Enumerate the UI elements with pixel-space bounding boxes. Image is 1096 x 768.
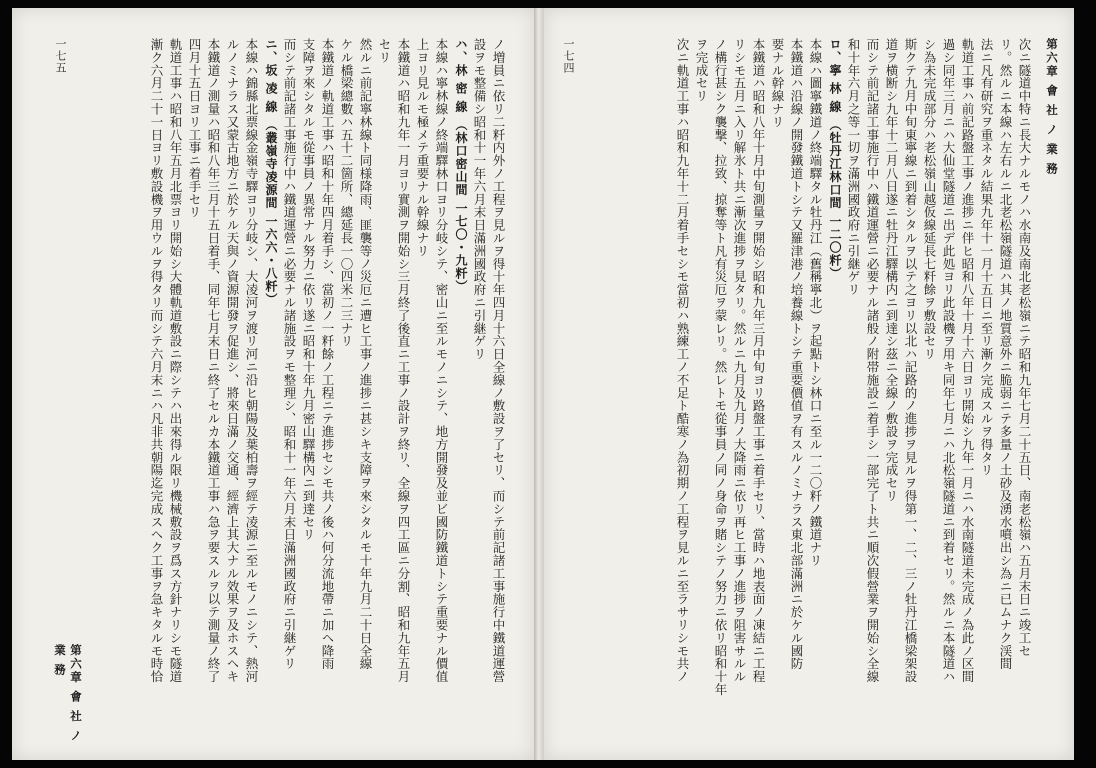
book-gutter [534,8,544,760]
running-head: 第六章 會 社 ノ 業 務 [1045,38,1059,177]
text-column: 次ニ軌道工事ハ昭和九年十二月着手セシモ當初ハ熟練工ノ不足ト酷寒ノ為初期ノ工程ヲ見ルニ至ラサリシモ共ノ [675,38,690,683]
text-column: ヲ完成セリ [694,38,709,103]
right-page [544,8,1074,760]
text-column: 本鐵道ハ昭和八年十月中旬測量ヲ開始シ昭和九年三月中旬ヨリ路盤工事ニ着手セリ、當時ハ地表面ノ凍結ニ工程 [751,38,766,683]
text-column: 道ヲ横断シ九年十二月八日遂ニ牡丹江驛構内ニ到達シ茲ニ全線ノ敷設ヲ完成セリ [884,38,899,503]
text-column: 而シテ前記諸工事施行中ハ鐵道運營ニ必要ナル諸施設ヲモ整理シ、昭和十一年六月末日滿洲國政府ニ引継ゲリ [282,38,297,671]
page-number: 一七四 [562,38,575,74]
text-columns [566,38,1034,730]
text-column: ニ、坂 凌 線 （叢嶺寺凌源間 一六六・八粁） [264,38,278,306]
text-column: 本鐵道ノ軌道工事ハ昭和十年四月着手シ、當初ノ一粁餘ノ工程ニテ進捗セシモ共ノ後ハ何分流地帶ニ加ヘ降雨 [320,38,335,671]
text-column: セリ [377,38,392,64]
text-column: 本鐵道ハ昭和九年一月ヨリ實測ヲ開始シ三月終了後直ニ工事ノ設計ヲ終リ、全線ヲ四工區ニ分割、昭和九年五月 [396,38,411,683]
text-column: 上ヨリ見ルモ極メテ重要ナル幹線ナリ [415,38,430,258]
text-column: 支障ヲ來シタルモ從事員ノ異常ナル努力ニ依リ遂ニ昭和十年九月密山驛構內ニ到達セリ [301,38,316,542]
text-column: 本線ハ寧林線ノ終端驛林口ヨリ分岐シテ、密山ニ至ルモノニシテ、地方開發及並ビ國防鐵道トシテ重要ナル價值 [434,38,449,683]
text-column: ルノミナラス又蒙古地方ニ於ケル天與ノ資源開發ヲ促進シ、將來日滿ノ交通、經濟上其大ナル效果ヲ及ホスヘキ [225,38,240,683]
text-column: 然ルニ前記寧林線ト同様降雨、匪襲等ノ災厄ニ遭ヒ工事ノ進捗ニ甚シキ支障ヲ來シタルモ十年九月二十日全線 [358,38,373,671]
text-column: ロ、寧 林 線 （牡丹江林口間 一二〇粁） [828,38,842,280]
running-head: 第六章 會 社 ノ 業 務 [53,644,83,744]
text-column: 本鐵道ノ測量ハ昭和八年三月十五日着手、同年七月末日ニ終了セルカ本鐵道工事ハ急ヲ要スルヲ以テ測量ノ終了 [206,38,221,683]
text-column: 設ヲモ整備シ昭和十一年六月末日滿洲國政府ニ引継ゲリ [472,38,487,361]
text-column: 和十年六月之等一切ヲ滿洲國政府ニ引継ゲリ [846,38,861,296]
text-column: 軌道工事ハ昭和八年五月北票ヨリ開始シ大體軌道敷設ニ際シテハ出來得ル限リ機械敷設ヲ爲ス方針ナリシモ隧道 [168,38,183,683]
left-page [12,8,534,760]
text-column: ノ増員ニ依リ二粁内外ノ工程ヲ見ルヲ得十年四月十六日全線ノ敷設ヲ了セリ、而シテ前記諸工事施行中鐵道運營 [491,38,506,683]
page-number: 一七五 [54,38,67,74]
text-columns [78,38,508,730]
text-column: 四月十五日ヨリ工事ニ着手セリ [187,38,202,219]
text-column: 軌道工事ハ前記路盤工事ノ進捗ニ伴ヒ昭和八年十月十六日ヨリ開始シ九年一月ニハ水南隧道未完成ノ為此ノ区間 [960,38,975,683]
text-column: リ。然ルニ本線ハ左右ルニ北老松嶺隧道ハ其ノ地質意外ニ脆弱ニテ多量ノ土砂及湧水噴出シ為ニ已ムナク渓間 [998,38,1013,671]
text-column: 斯クテ九月中旬東寧線ニ到着シタルヲ以テ之ヨリ以北ハ記路的ノ進捗ヲ見ルヲ得第一、二、三ノ牡丹江橋梁架設 [903,38,918,683]
text-column: 過シ同年三月ニハ大仙堂隧道ニ出デ此処ヨリ此設機ヲ用キ同年七月ニハ北松嶺隧道ニ到着セリ。然ルニ本隧道ハ [941,38,956,683]
text-column: 而シテ前記諸工事施行中ハ鐵道運營ニ必要ナル諸般ノ附帯施設ニ着手シ一部完了ト共ニ順次假營業ヲ開始シ全線 [865,38,880,683]
text-column: ケル橋梁總數ハ五十二箇所、總延長一〇四米二三ナリ [339,38,354,348]
text-column: 漸ク六月二十一日ヨリ敷設機ヲ用ウルヲ得タリ而シテ六月末ニハ凡非共朝陽迄完成スヘク工事ヲ急キタルモ時恰 [149,38,164,683]
text-column: 要ナル幹線ナリ [770,38,785,129]
text-column: 本線ハ圖寧鐵道ノ終端驛タル牡丹江（舊稱寧北）ヲ起點トシ林口ニ至ル一二〇粁ノ鐵道ナリ [808,38,823,567]
text-column: シ為未完成部分ハ老松嶺山越仮線延長七粁餘ヲ敷設セリ [922,38,937,361]
text-column: 本線ハ錦縣北票線金嶺寺驛ヨリ分岐シ、大凌河ヲ渡リ河ニ沿ヒ朝陽及葉柏壽ヲ經テ凌源ニ至ルモノニシテ、熱河 [244,38,259,683]
text-column: 法ニ凡有研究ヲ重ネタル結果九年十一月十五日ニ至リ漸ク完成スルヲ得タリ [979,38,994,477]
text-column: 次ニ隧道中特ニ長大ナルモノハ水南及南北老松嶺ニテ昭和九年七月二十五日、南老松嶺ハ五月末日ニ竣工セ [1017,38,1032,658]
text-column: ノ構行甚シク襲撃、拉致、掠奪等ト凡有災厄ヲ蒙レリ。然レトモ從事員ノ同ノ身命ヲ賭シテノ努力ニ依リ昭和十年 [713,38,728,696]
text-column: 本鐵道ハ沿線ノ開發鐵道トシテ又羅津港ノ培養線トシテ重要價值ヲ有スルノミナラス東北部滿洲ニ於ケル國防 [789,38,804,671]
text-column: リシモ五月ニ入リ解氷ト共ニ漸次進捗ヲ見タリ。然ルニ九月及九月ノ大降雨ニ依リ再ヒ工事ノ進捗ヲ阻害サルル [732,38,747,683]
text-column: ハ、林 密 線 （林口密山間 一七〇・九粁） [454,38,468,293]
